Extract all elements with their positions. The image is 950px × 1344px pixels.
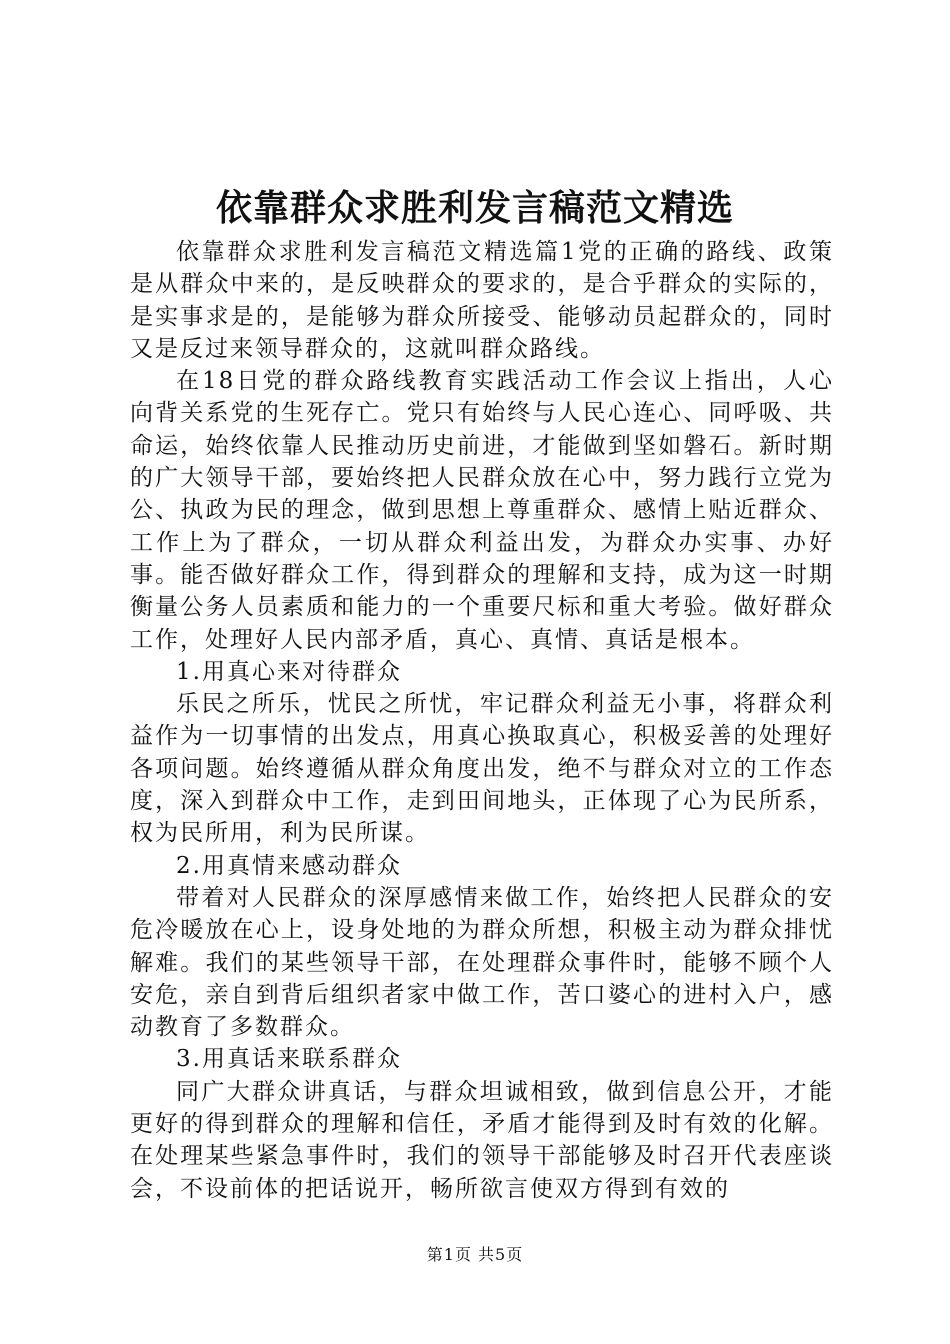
paragraph-section-1: 乐民之所乐，忧民之所忧，牢记群众利益无小事，将群众利益作为一切事情的出发点，用真心换取真心，积极妥善的处理好各项问题。始终遵循从群众角度出发，绝不与群众对立的工作态度，深入到群众中工作，走到田间地头，正体现了心为民所系，权为民所用，利为民所谋。	[130, 691, 834, 847]
paragraph-intro: 依靠群众求胜利发言稿范文精选篇1党的正确的路线、政策是从群众中来的，是反映群众的要求的，是合乎群众的实际的，是实事求是的，是能够为群众所接受、能够动员起群众的，同时又是反过来领导群众的，这就叫群众路线。	[130, 239, 834, 362]
paragraph-meeting: 在18日党的群众路线教育实践活动工作会议上指出，人心向背关系党的生死存亡。党只有始终与人民心连心、同呼吸、共命运，始终依靠人民推动历史前进，才能做到坚如磐石。新时期的广大领导干部，要始终把人民群众放在心中，努力践行立党为公、执政为民的理念，做到思想上尊重群众、感情上贴近群众、工作上为了群众，一切从群众利益出发，为群众办实事、办好事。能否做好群众工作，得到群众的理解和支持，成为这一时期衡量公务人员素质和能力的一个重要尺标和重大考验。做好群众工作，处理好人民内部矛盾，真心、真情、真话是根本。	[130, 368, 834, 653]
document-body	[130, 236, 834, 1205]
paragraph-section-2: 带着对人民群众的深厚感情来做工作，始终把人民群众的安危冷暖放在心上，设身处地的为群众所想，积极主动为群众排忧解难。我们的某些领导干部，在处理群众事件时，能够不顾个人安危，亲自到背后组织者家中做工作，苦口婆心的进村入户，感动教育了多数群众。	[130, 884, 834, 1041]
section-heading-2: 2.用真情来感动群众	[176, 852, 402, 879]
page-footer: 第1页 共5页	[426, 1245, 524, 1264]
paragraph-section-3: 同广大群众讲真话，与群众坦诚相致，做到信息公开，才能更好的得到群众的理解和信任，矛盾才能得到及时有效的化解。在处理某些紧急事件时，我们的领导干部能够及时召开代表座谈会，不设前体的把话说开，畅所欲言使双方得到有效的	[130, 1078, 834, 1202]
section-heading-1: 1.用真心来对待群众	[176, 658, 402, 685]
document-title: 依靠群众求胜利发言稿范文精选	[215, 187, 734, 229]
section-heading-3: 3.用真话来联系群众	[176, 1046, 402, 1073]
